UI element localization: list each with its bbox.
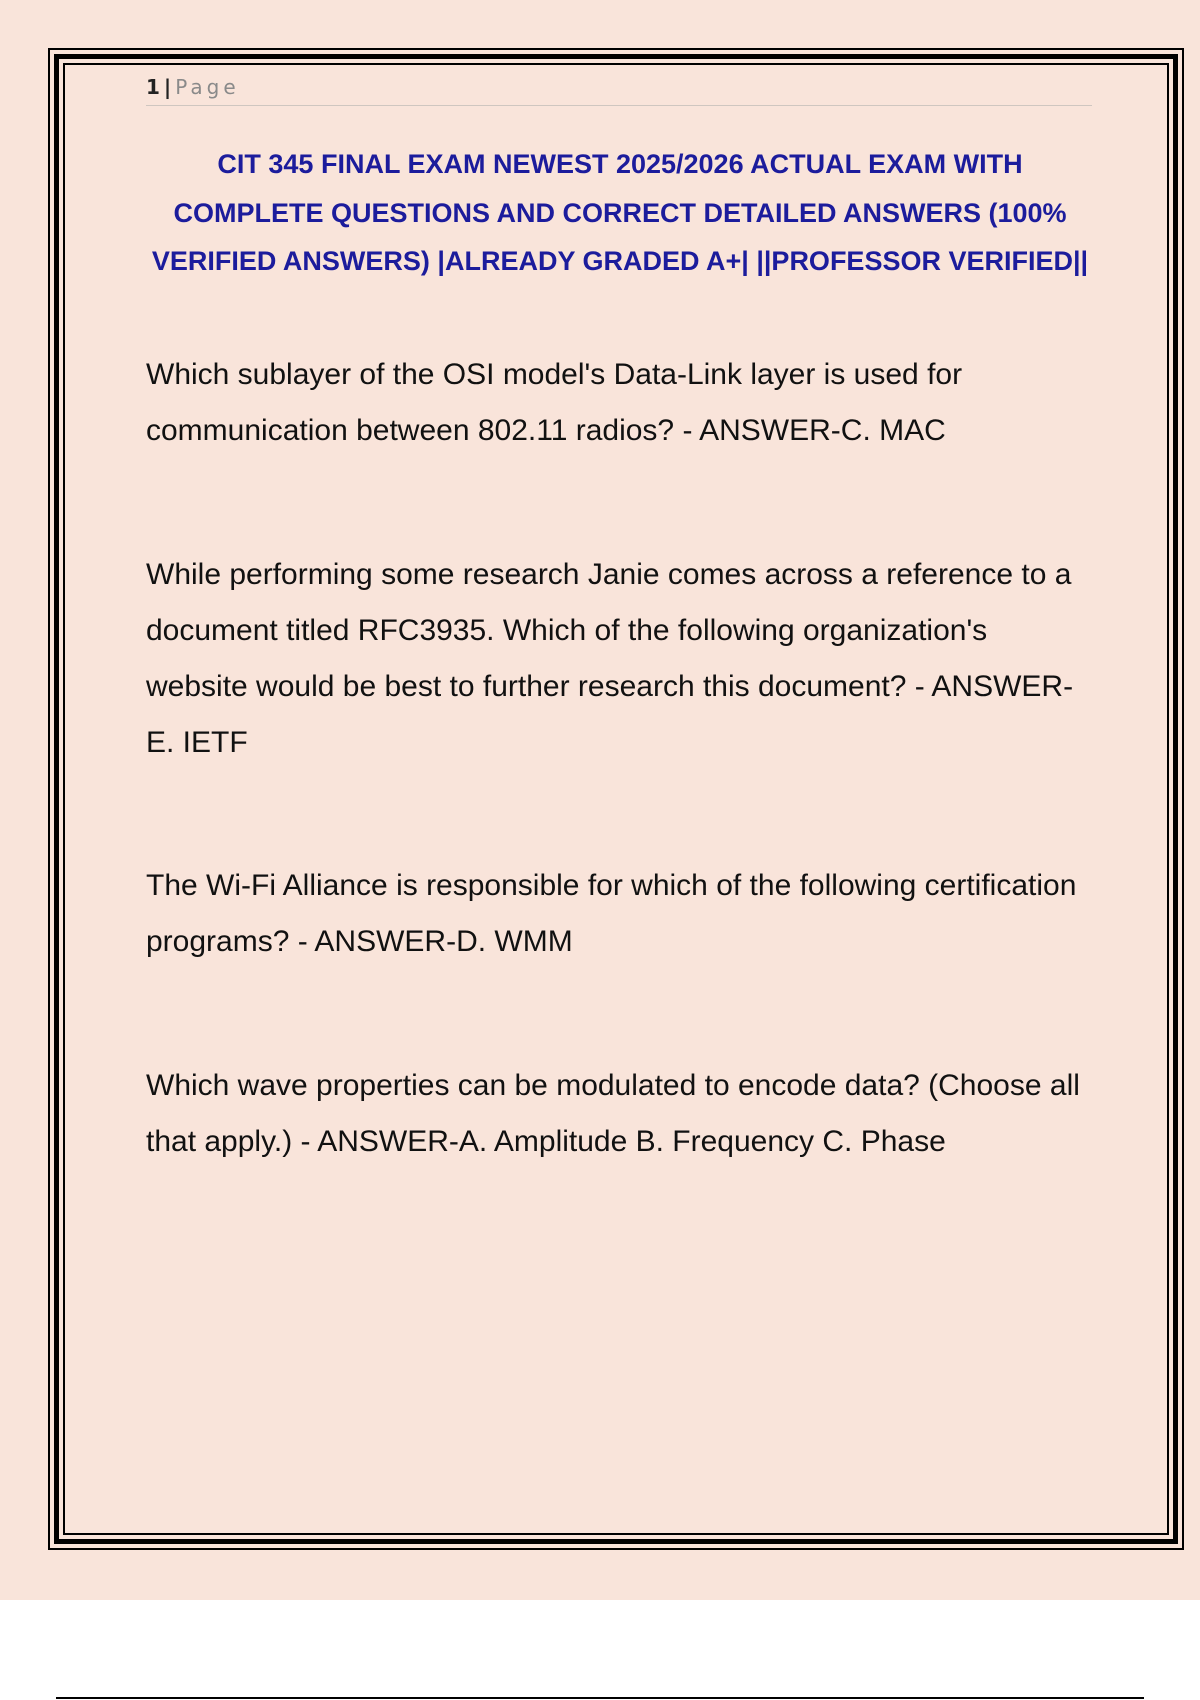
question-answer-4: Which wave properties can be modulated to encode data? (Choose all that apply.) - ANSWER-A. Amplitude B. Frequency C. Phase — [146, 1069, 1080, 1158]
question-answer-3: The Wi-Fi Alliance is responsible for which of the following certification programs? - ANSWER-D. WMM — [146, 869, 1077, 958]
question-answer-2: While performing some research Janie comes across a reference to a document titled RFC3935. Which of the following organization's website would be best to further research this document? - ANSWER-E. IETF — [146, 558, 1074, 759]
document-title: CIT 345 FINAL EXAM NEWEST 2025/2026 ACTUAL EXAM WITH COMPLETE QUESTIONS AND CORRECT DETAILED ANSWERS (100% VERIFIED ANSWERS) |ALREADY GRADED A+| ||PROFESSOR VERIFIED|| — [151, 149, 1089, 276]
page-header — [146, 72, 1092, 106]
page-separator: | — [163, 75, 172, 99]
question-answer-1: Which sublayer of the OSI model's Data-Link layer is used for communication between 802.11 radios? - ANSWER-C. MAC — [146, 358, 963, 447]
bottom-divider — [56, 1697, 1144, 1699]
page-number: 1 — [146, 75, 160, 99]
page-label: Page — [175, 75, 240, 99]
